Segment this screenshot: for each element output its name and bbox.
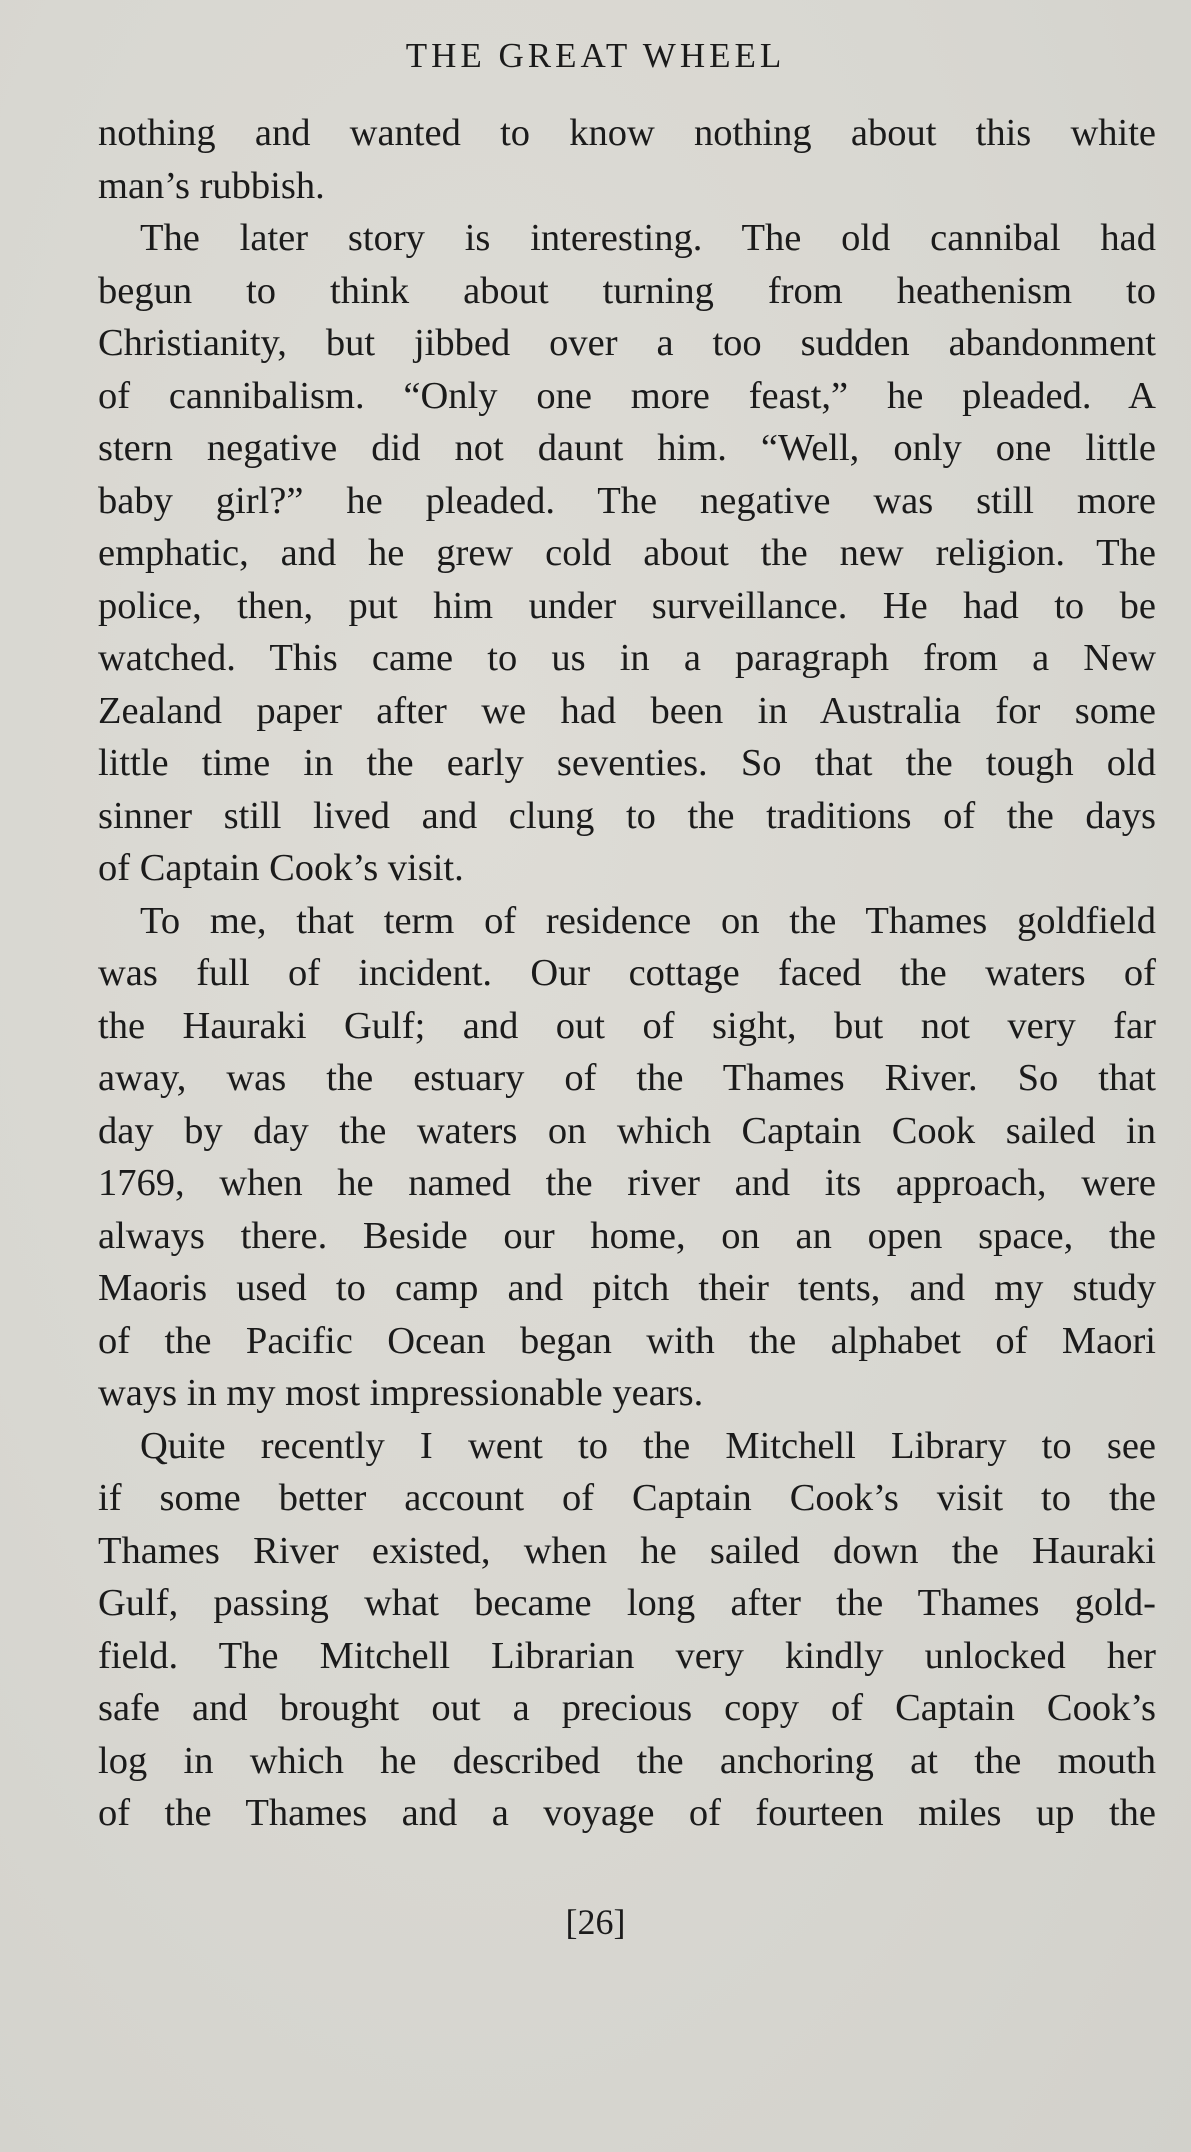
text-line: if some better account of Captain Cook’s visit to the <box>98 1477 1156 1519</box>
text-line: baby girl?” he pleaded. The negative was still more <box>98 479 1156 522</box>
text-line: Zealand paper after we had been in Australia for some <box>98 689 1156 732</box>
text-line: ways in my most impressionable years. <box>98 1372 704 1414</box>
text-line: Maoris used to camp and pitch their tents, and my study <box>98 1267 1156 1309</box>
text-line: watched. This came to us in a paragraph from a New <box>98 637 1156 679</box>
text-line: sinner still lived and clung to the traditions of the days <box>98 794 1156 837</box>
text-line: of cannibalism. “Only one more feast,” he pleaded. A <box>98 374 1156 417</box>
text-line: field. The Mitchell Librarian very kindly unlocked her <box>98 1634 1156 1677</box>
text-line: emphatic, and he grew cold about the new religion. The <box>98 532 1156 574</box>
text-line: was full of incident. Our cottage faced the waters of <box>98 952 1156 994</box>
text-line: stern negative did not daunt him. “Well, only one little <box>98 427 1156 469</box>
running-head: THE GREAT WHEEL <box>405 36 786 75</box>
text-line: day by day the waters on which Captain Cook sailed in <box>98 1109 1156 1152</box>
text-line: The later story is interesting. The old cannibal had <box>140 217 1156 259</box>
text-line: of the Thames and a voyage of fourteen miles up the <box>98 1792 1156 1834</box>
text-line: To me, that term of residence on the Thames goldfield <box>140 899 1156 942</box>
text-line: little time in the early seventies. So that the tough old <box>98 742 1156 784</box>
text-line: man’s rubbish. <box>98 164 325 207</box>
text-line: Gulf, passing what became long after the Thames gold- <box>98 1582 1156 1624</box>
text-line: begun to think about turning from heathenism to <box>98 269 1156 312</box>
text-line: Quite recently I went to the Mitchell Library to see <box>140 1424 1156 1467</box>
text-line: police, then, put him under surveillance. He had to be <box>98 584 1156 627</box>
text-line: the Hauraki Gulf; and out of sight, but not very far <box>98 1004 1156 1047</box>
text-line: Thames River existed, when he sailed down the Hauraki <box>98 1529 1156 1572</box>
text-line: always there. Beside our home, on an open space, the <box>98 1214 1156 1257</box>
text-line: log in which he described the anchoring at the mouth <box>98 1739 1156 1782</box>
text-line: of the Pacific Ocean began with the alphabet of Maori <box>98 1319 1156 1362</box>
text-line: away, was the estuary of the Thames River. So that <box>98 1057 1156 1099</box>
text-line: of Captain Cook’s visit. <box>98 847 464 889</box>
text-line: nothing and wanted to know nothing about this white <box>98 112 1156 154</box>
page-number: [26] <box>565 1902 626 1942</box>
text-line: safe and brought out a precious copy of Captain Cook’s <box>98 1687 1156 1729</box>
body-text <box>98 107 1156 1840</box>
text-line: 1769, when he named the river and its approach, were <box>98 1162 1156 1204</box>
text-line: Christianity, but jibbed over a too sudden abandonment <box>98 322 1156 364</box>
